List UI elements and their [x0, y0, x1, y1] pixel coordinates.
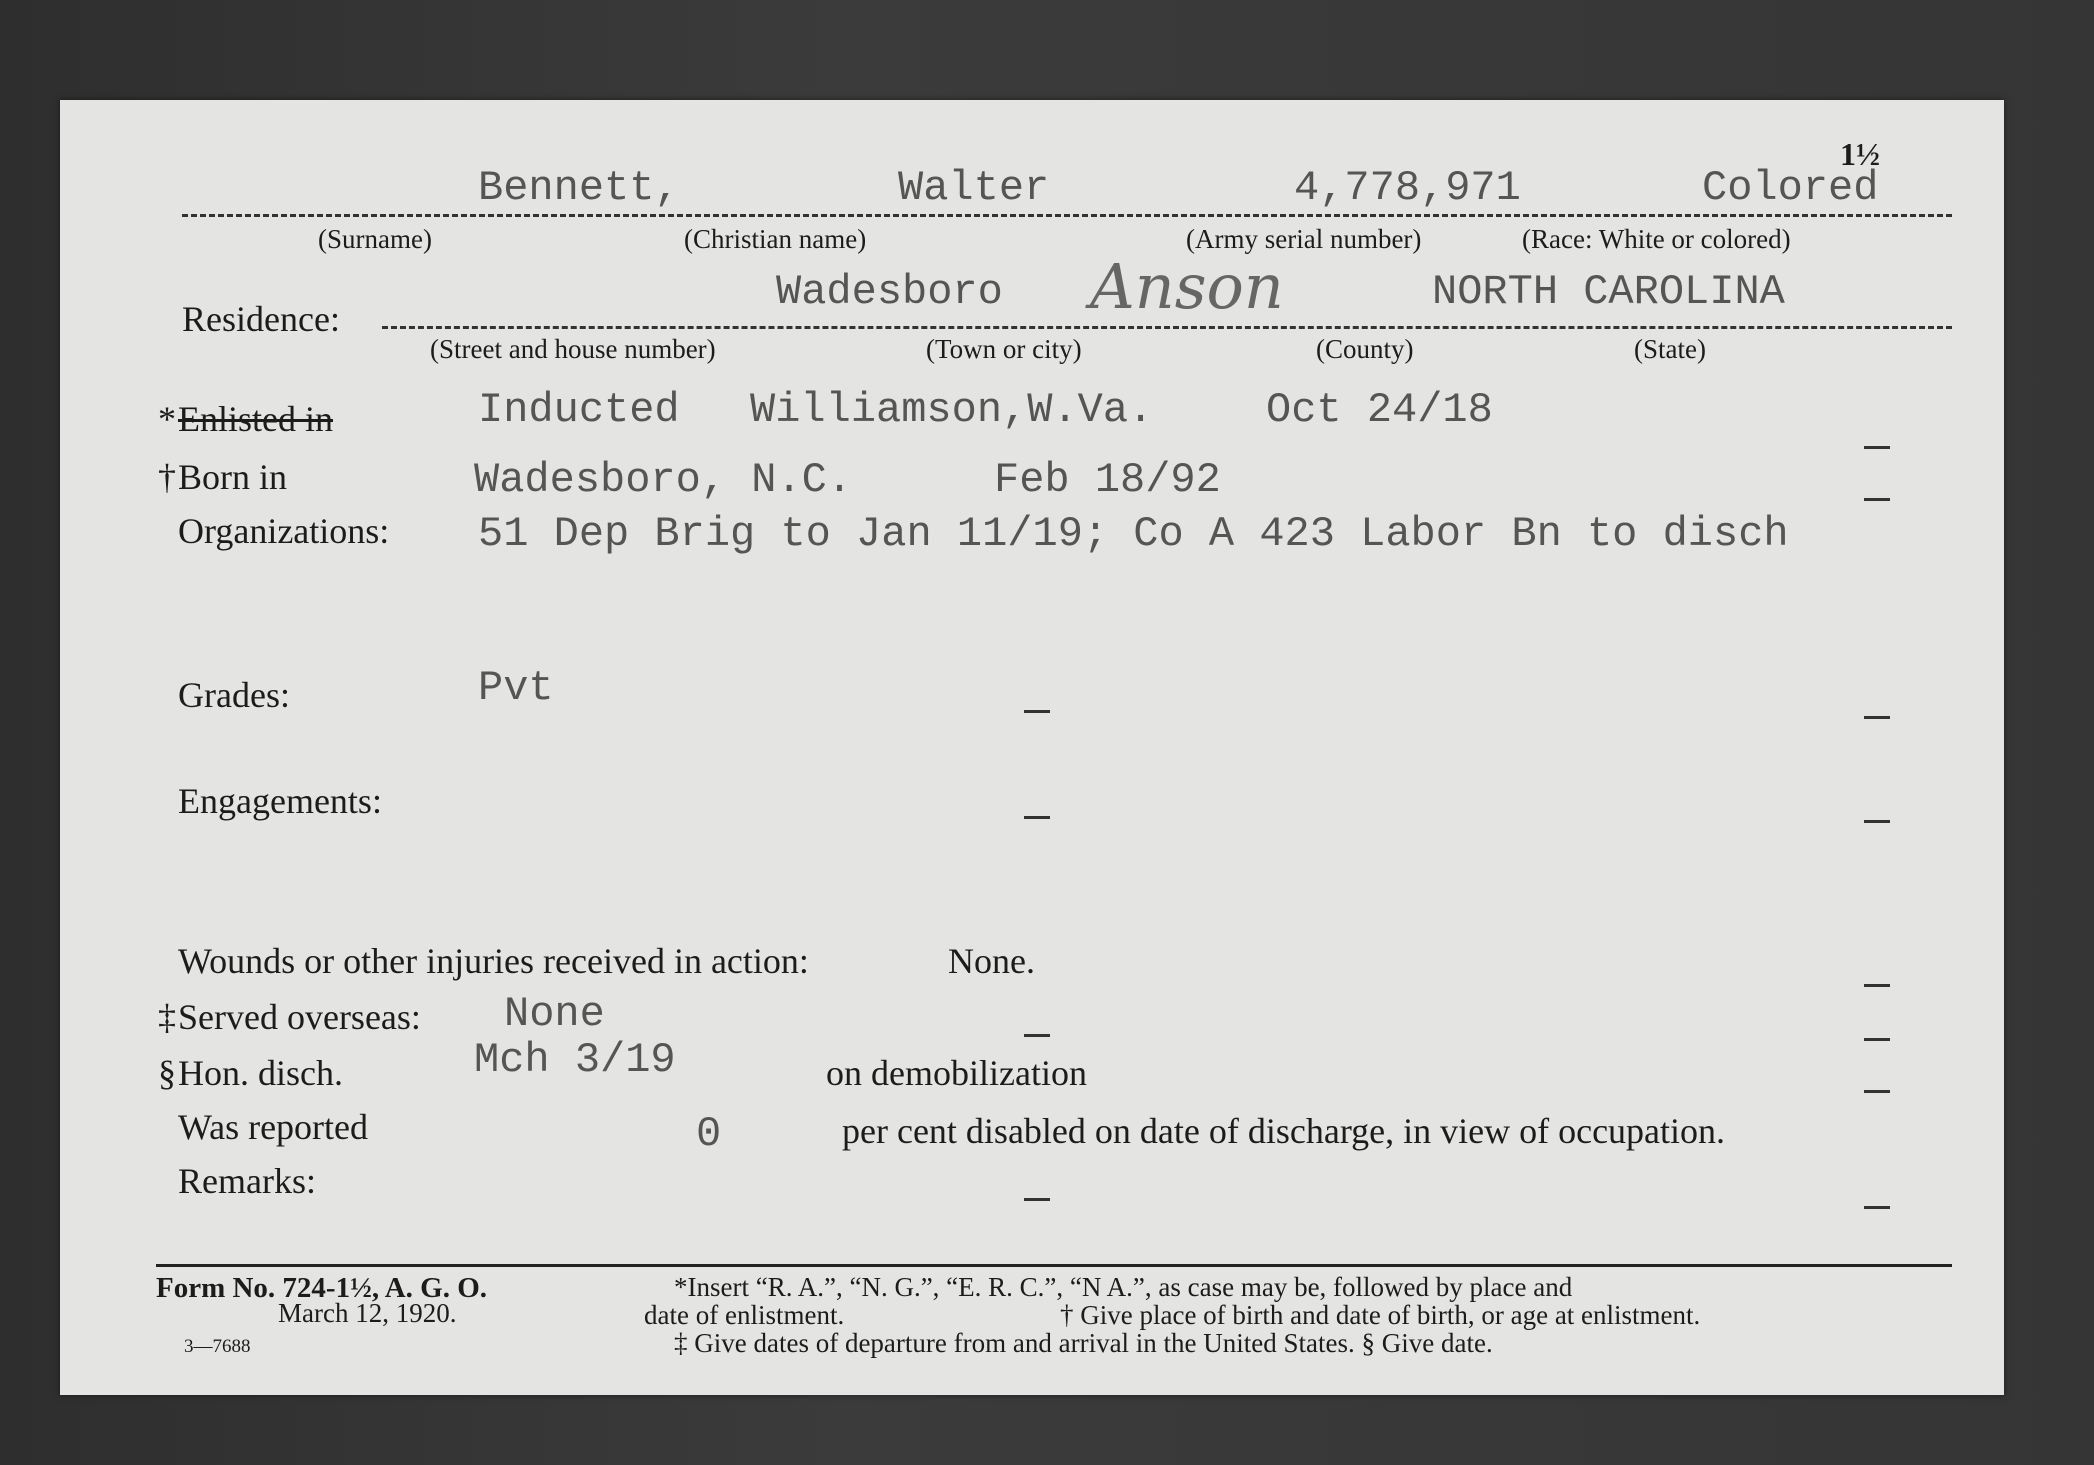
form-number: Form No. 724-1½, A. G. O.	[156, 1272, 488, 1304]
born-label: Born in	[178, 457, 288, 497]
grades-value: Pvt	[478, 664, 554, 712]
residence-state-value: NORTH CAROLINA	[1432, 268, 1785, 316]
enlisted-label: Enlisted in	[178, 399, 333, 439]
residence-label: Residence:	[182, 299, 340, 339]
born-end-mark	[1864, 498, 1890, 501]
state-label: (State)	[1634, 334, 1706, 364]
engagements-end-mark	[1864, 820, 1890, 823]
grades-label: Grades:	[178, 675, 290, 715]
residence-town-value: Wadesboro	[776, 268, 1003, 316]
footer-rule	[156, 1264, 1952, 1267]
remarks-mid-mark	[1024, 1198, 1050, 1201]
enlisted-end-mark	[1864, 446, 1890, 449]
wounds-value: None.	[948, 941, 1035, 981]
overseas-value: None	[504, 990, 605, 1038]
surname-value: Bennett,	[478, 164, 680, 212]
hon-disch-note: on demobilization	[826, 1053, 1087, 1093]
christian-name-label: (Christian name)	[684, 224, 867, 254]
enlisted-type-value: Inducted	[478, 386, 680, 434]
race-value: Colored	[1702, 164, 1879, 212]
organizations-value: 51 Dep Brig to Jan 11/19; Co A 423 Labor Bn to disch	[478, 510, 1789, 558]
overseas-end-mark	[1864, 1038, 1890, 1041]
remarks-end-mark	[1864, 1206, 1890, 1209]
enlisted-date-value: Oct 24/18	[1266, 386, 1493, 434]
remarks-label: Remarks:	[178, 1161, 316, 1201]
town-label: (Town or city)	[926, 334, 1082, 364]
engagements-label: Engagements:	[178, 781, 382, 821]
hon-disch-end-mark	[1864, 1090, 1890, 1093]
grades-mid-mark	[1024, 710, 1050, 713]
serial-number-value: 4,778,971	[1294, 164, 1521, 212]
christian-name-value: Walter	[898, 164, 1050, 212]
born-date-value: Feb 18/92	[994, 456, 1221, 504]
corner-fraction: 1½	[1840, 136, 1880, 172]
enlisted-mark: *	[158, 399, 176, 439]
header-line	[182, 214, 1952, 217]
born-place-value: Wadesboro, N.C.	[474, 456, 853, 504]
serial-number-label: (Army serial number)	[1186, 224, 1422, 254]
county-label: (County)	[1316, 334, 1414, 364]
residence-county-value: Anson	[1090, 250, 1284, 323]
print-code: 3—7688	[184, 1336, 251, 1357]
engagements-mid-mark	[1024, 816, 1050, 819]
wounds-label: Wounds or other injuries received in action:	[178, 941, 809, 981]
born-mark: †	[158, 457, 176, 497]
surname-label: (Surname)	[318, 224, 432, 254]
residence-line	[382, 326, 1952, 329]
grades-end-mark	[1864, 716, 1890, 719]
footnote-insert: *Insert “R. A.”, “N. G.”, “E. R. C.”, “N A.”, as case may be, followed by place and	[674, 1272, 1573, 1302]
reported-label: Was reported	[178, 1107, 369, 1147]
organizations-label: Organizations:	[178, 511, 390, 551]
overseas-mark: ‡	[158, 997, 176, 1037]
enlisted-place-value: Williamson,W.Va.	[750, 386, 1154, 434]
hon-disch-mark: §	[158, 1053, 176, 1093]
race-label: (Race: White or colored)	[1522, 224, 1791, 254]
footnote-enlistment: date of enlistment.	[644, 1300, 845, 1330]
reported-value: 0	[696, 1110, 722, 1158]
footnote-departure: ‡ Give dates of departure from and arrival in the United States. § Give date.	[674, 1328, 1493, 1358]
reported-text: per cent disabled on date of discharge, in view of occupation.	[842, 1111, 1726, 1151]
hon-disch-label: Hon. disch.	[178, 1053, 343, 1093]
form-date: March 12, 1920.	[278, 1298, 457, 1328]
overseas-label: Served overseas:	[178, 997, 421, 1037]
wounds-end-mark	[1864, 984, 1890, 987]
footnote-birth: † Give place of birth and date of birth, or age at enlistment.	[1060, 1300, 1701, 1330]
hon-disch-date-value: Mch 3/19	[474, 1036, 676, 1084]
service-record-card	[60, 100, 2004, 1395]
overseas-mid-mark	[1024, 1034, 1050, 1037]
street-label: (Street and house number)	[430, 334, 716, 364]
